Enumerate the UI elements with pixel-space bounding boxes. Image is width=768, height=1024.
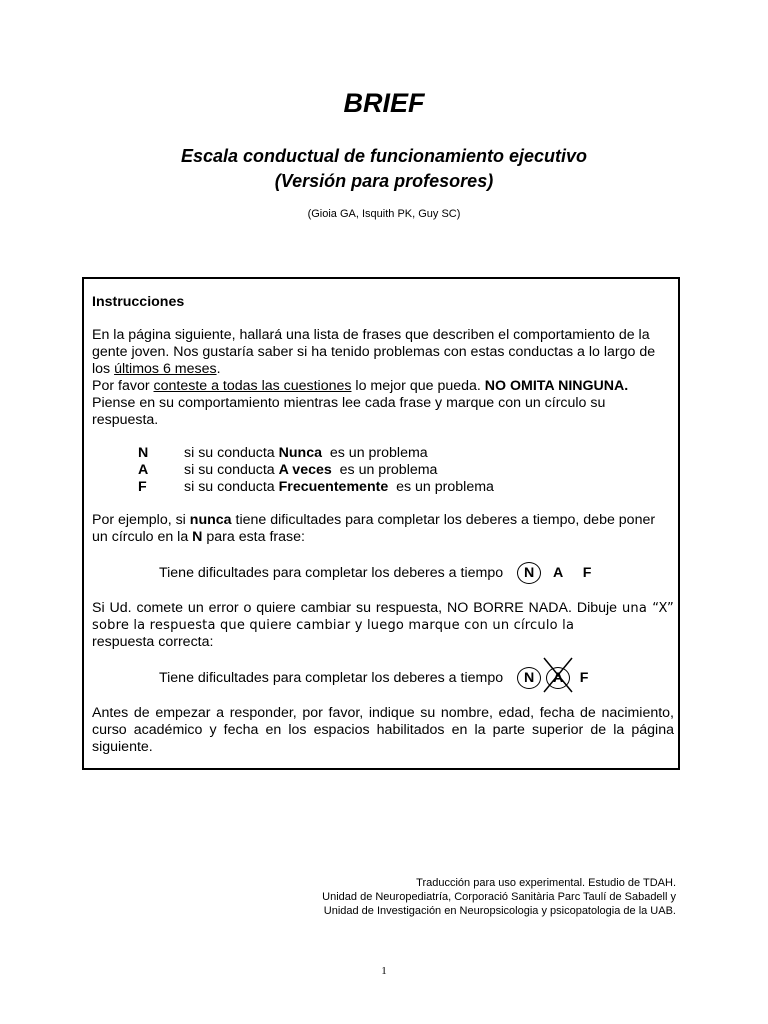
legend-row: [138, 462, 674, 479]
correction-instruction: Si Ud. comete un error o quiere cambiar su respuesta, NO BORRE NADA. Dibuje una “X” sobre la respuesta que quiere cambiar y luego marque con un círculo la respuesta correcta:: [92, 600, 674, 650]
p1-end: .: [216, 361, 221, 377]
instructions-paragraph-3: Piense en su comportamiento mientras lee cada frase y marque con un círculo su respuesta.: [92, 395, 606, 428]
legend-row: [138, 445, 674, 462]
circled-option-n: N: [517, 667, 541, 689]
legend-letter: A: [138, 462, 149, 478]
option-a: A: [552, 565, 564, 581]
footer-note: [322, 876, 676, 918]
p1-text: En la página siguiente, hallará una lista de frases que describen el comportamiento de la gente joven. Nos gustaría saber si ha tenido problemas con estas conductas a lo largo de los: [92, 327, 656, 377]
option-f: F: [582, 565, 592, 581]
response-legend: [138, 445, 674, 496]
p1-underlined: últimos 6 meses: [114, 361, 217, 377]
footer-line-2: Unidad de Neuropediatría, Corporació Sanitària Parc Taulí de Sabadell y: [322, 891, 676, 903]
footer-line-3: Unidad de Investigación en Neuropsicologia y psicopatologia de la UAB.: [323, 905, 676, 917]
footer-line-1: Traducción para uso experimental. Estudio de TDAH.: [416, 877, 676, 889]
final-paragraph: Antes de empezar a responder, por favor, indique su nombre, edad, fecha de nacimiento, curso académico y fecha en los espacios habilitados en la parte superior de la página siguiente.: [92, 705, 674, 755]
instructions-content: [92, 294, 674, 756]
instructions-heading: Instrucciones: [92, 294, 185, 310]
legend-text: si su conducta Nunca es un problema: [184, 445, 428, 461]
legend-text: si su conducta A veces es un problema: [184, 462, 438, 478]
legend-row: [138, 479, 674, 496]
example-sentence: Tiene dificultades para completar los deberes a tiempo: [159, 565, 504, 581]
option-f: F: [579, 670, 589, 686]
crossed-option-a: [547, 667, 569, 689]
legend-text: si su conducta Frecuentemente es un problema: [184, 479, 494, 495]
p2-bold: NO OMITA NINGUNA.: [484, 378, 629, 394]
example-intro: Por ejemplo, si nunca tiene dificultades para completar los deberes a tiempo, debe poner un círculo en la N para esta frase:: [92, 512, 656, 545]
instructions-paragraph-1: [92, 327, 674, 378]
cross-mark-icon: [541, 655, 575, 695]
page-number: 1: [381, 965, 387, 977]
example-2: [159, 667, 674, 689]
p2-mid: lo mejor que pueda.: [351, 378, 485, 394]
p2-text: Por favor: [92, 378, 154, 394]
example-1: [159, 562, 674, 584]
document-subtitle: [0, 144, 768, 194]
example-sentence: Tiene dificultades para completar los deberes a tiempo: [159, 670, 504, 686]
subtitle-line-1: Escala conductual de funcionamiento ejecutivo: [180, 146, 588, 166]
document-title: BRIEF: [343, 88, 425, 118]
circled-option-a: A: [546, 667, 570, 689]
instructions-paragraph-2: [92, 378, 674, 395]
legend-letter: N: [138, 445, 149, 461]
legend-letter: F: [138, 479, 147, 495]
authors-citation: (Gioia GA, Isquith PK, Guy SC): [307, 208, 461, 220]
subtitle-line-2: (Versión para profesores): [274, 171, 494, 191]
instructions-box: [82, 277, 680, 770]
p2-underlined: conteste a todas las cuestiones: [153, 378, 352, 394]
circled-option-n: N: [517, 562, 541, 584]
